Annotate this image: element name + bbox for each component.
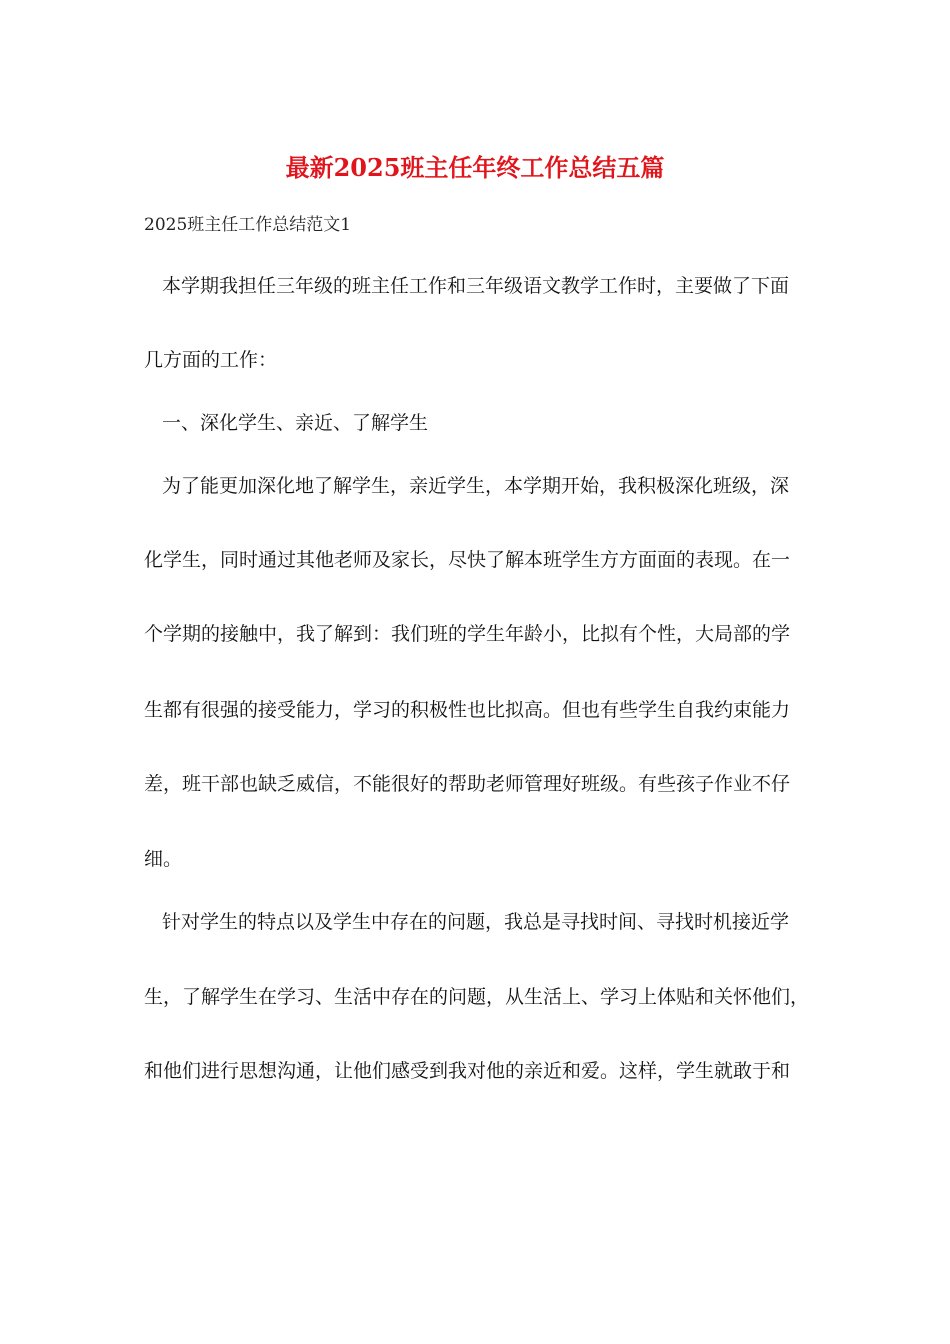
paragraph-line: 个学期的接触中，我了解到：我们班的学生年龄小，比拟有个性，大局部的学 [144, 623, 791, 645]
paragraph-line: 和他们进行思想沟通，让他们感受到我对他的亲近和爱。这样，学生就敢于和 [144, 1060, 791, 1082]
paragraph-line: 为了能更加深化地了解学生，亲近学生，本学期开始，我积极深化班级，深 [162, 475, 790, 497]
paragraph-line: 细。 [144, 848, 183, 870]
paragraph-line: 化学生，同时通过其他老师及家长，尽快了解本班学生方方面面的表现。在一 [144, 549, 791, 571]
section-heading: 一、深化学生、亲近、了解学生 [162, 412, 429, 434]
paragraph-line: 针对学生的特点以及学生中存在的问题，我总是寻找时间、寻找时机接近学 [162, 911, 790, 933]
paragraph-line: 生都有很强的接受能力，学习的积极性也比拟高。但也有些学生自我约束能力 [144, 699, 791, 721]
paragraph-line: 差，班干部也缺乏威信，不能很好的帮助老师管理好班级。有些孩子作业不仔 [144, 773, 791, 795]
paragraph-line: 几方面的工作： [144, 349, 278, 371]
paragraph-line: 生，了解学生在学习、生活中存在的问题，从生活上、学习上体贴和关怀他们， [144, 986, 810, 1008]
document-subtitle: 2025班主任工作总结范文1 [144, 215, 352, 235]
paragraph-line: 本学期我担任三年级的班主任工作和三年级语文教学工作时，主要做了下面 [162, 275, 790, 297]
document-title: 最新2025班主任年终工作总结五篇 [285, 153, 665, 182]
